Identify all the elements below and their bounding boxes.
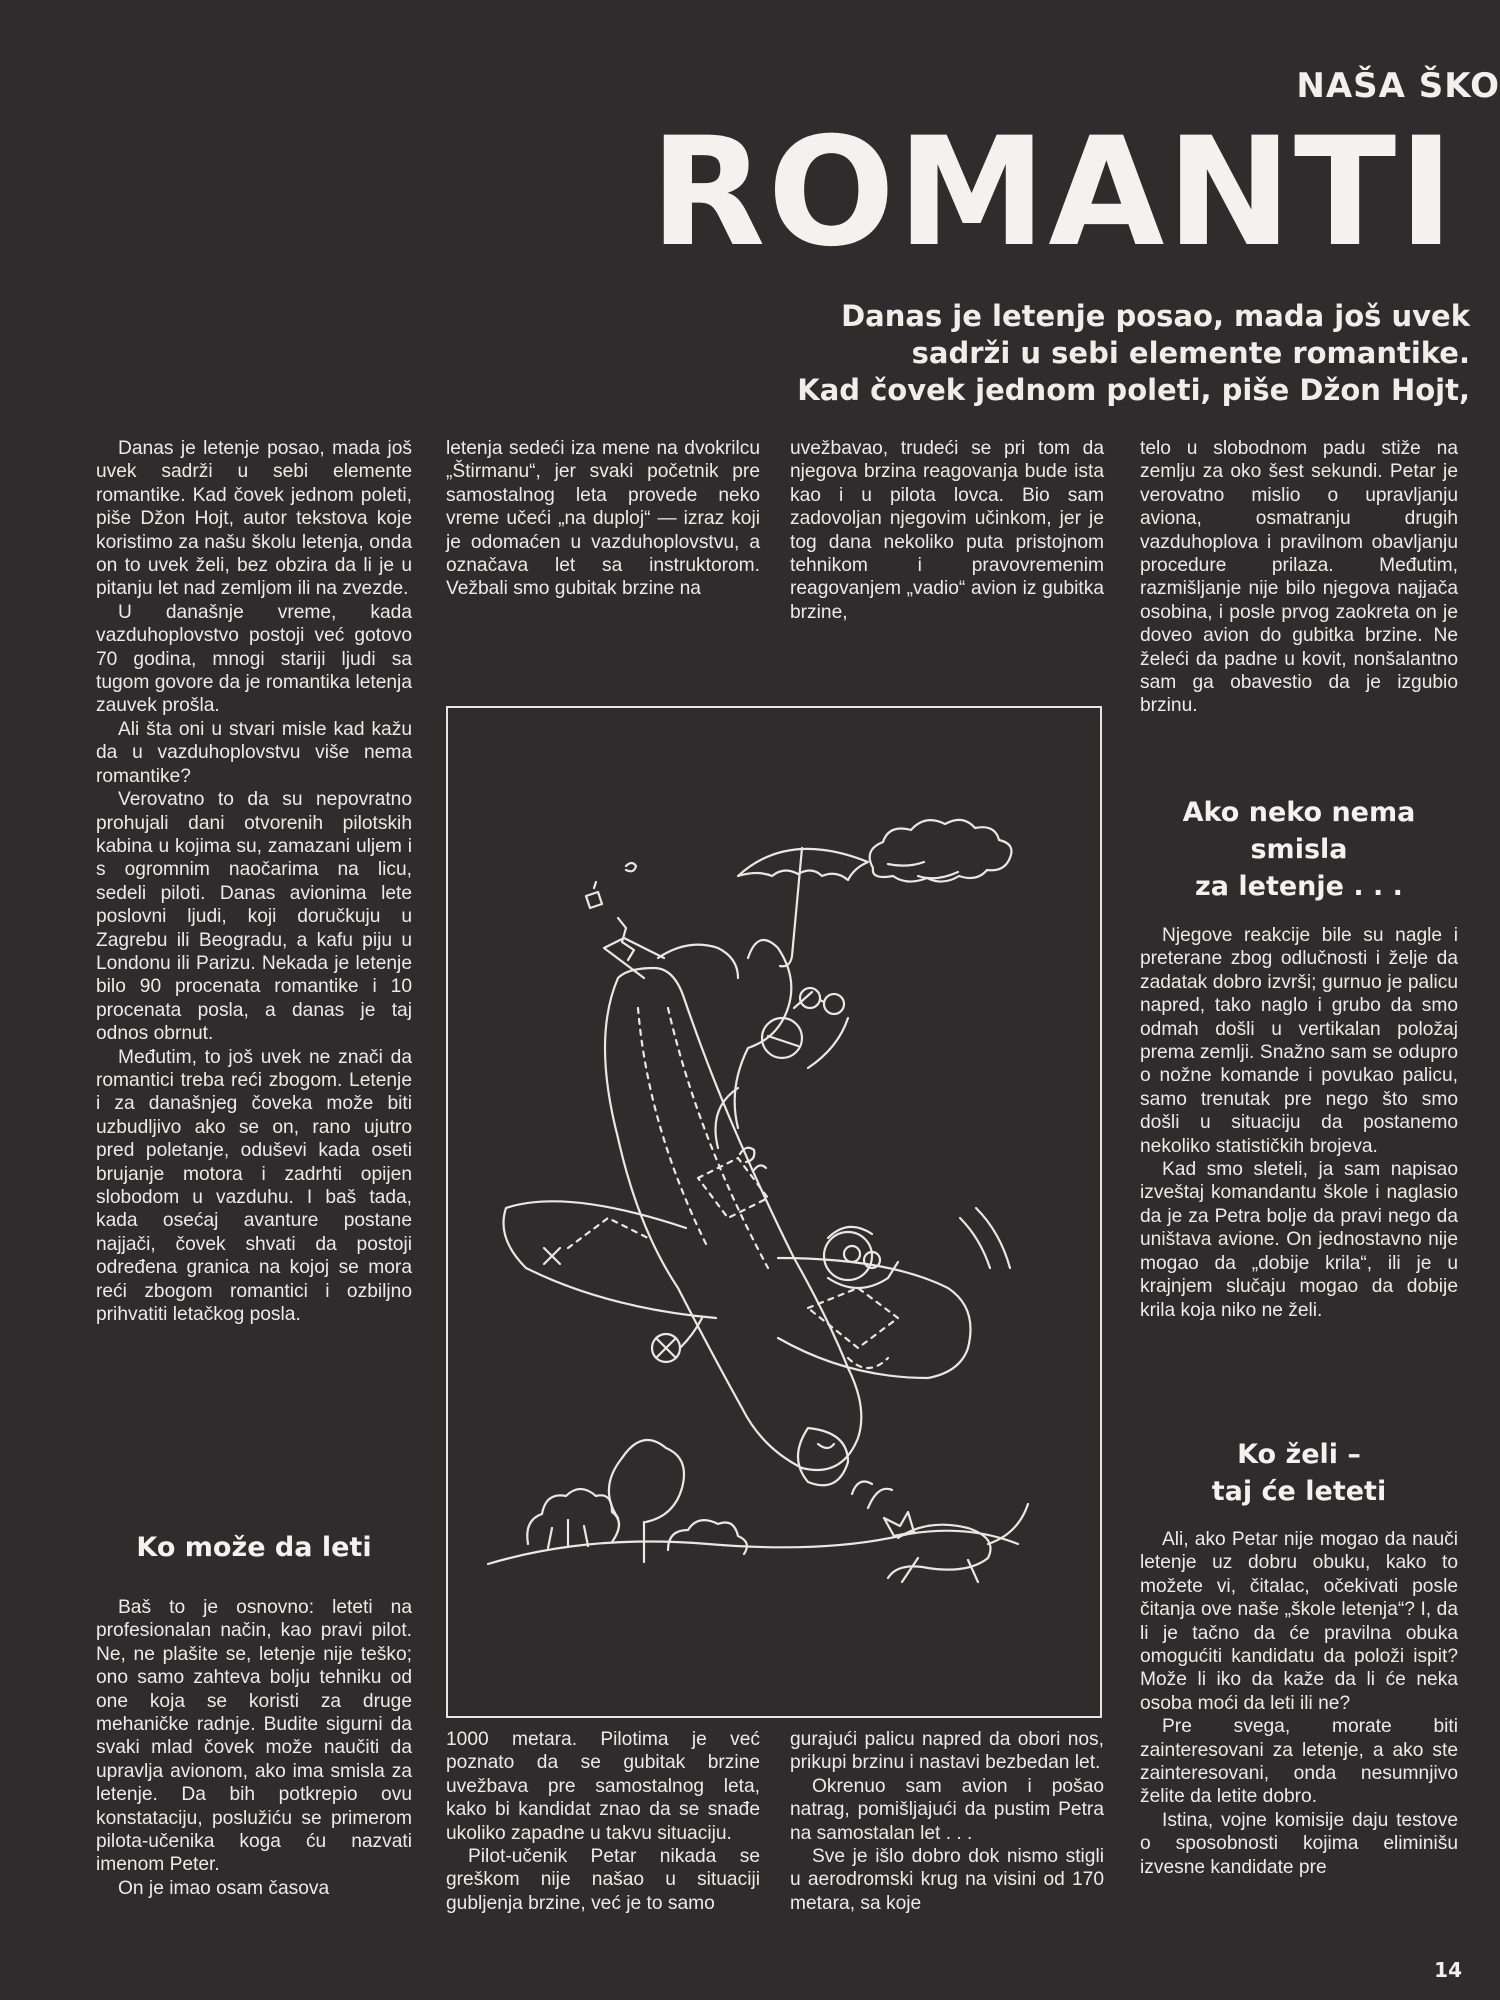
deck-line: sadrži u sebi elemente romantike. <box>911 336 1470 370</box>
subheading-line: taj će leteti <box>1211 1476 1387 1507</box>
paragraph: Baš to je osnovno: leteti na profesionalan način, kao pravi pilot. Ne, ne plašite se, letenje nije teško; ono samo zahteva bolju tehniku od one koja se koristi za druge mehaničke radnje. Budite sigurni da svaki mlad čovek može naučiti da upravlja avionom, ako ima smisla za letenje. Da bih potkrepio ovu konstataciju, poslužiću se primerom pilota-učenika koga ću nazvati imenom Peter. <box>96 1597 412 1876</box>
motion-lines <box>960 1208 1010 1268</box>
article-deck <box>570 298 1470 409</box>
paragraph: gurajući palicu napred da obori nos, prikupi brzinu i nastavi bezbedan let. <box>790 1729 1104 1774</box>
propeller-icon <box>798 1428 848 1485</box>
column-3-bottom <box>790 1728 1104 1915</box>
column-2-top <box>446 437 760 601</box>
article-title: ROMANTI <box>650 106 1457 280</box>
bush-icon <box>668 1520 747 1554</box>
panel-lines <box>568 1008 898 1368</box>
falling-part-icon <box>626 863 636 871</box>
paragraph: On je imao osam časova <box>118 1877 330 1899</box>
page-number: 14 <box>1434 1958 1462 1982</box>
cloud-icon <box>870 820 1012 882</box>
subheading-ko-zeli <box>1140 1436 1458 1510</box>
deck-line: Danas je letenje posao, mada još uvek <box>841 299 1470 333</box>
paragraph: uvežbavao, trudeći se pri tom da njegova brzina reagovanja bude ista kao i u pilota lovca. Bio sam zadovoljan njegovim učinkom, jer je tog dana nekoliko puta pristojnom tehnikom i pravovremenim reagovanjem „vadio“ avion iz gubitka brzine, <box>790 438 1104 623</box>
paragraph: U današnje vreme, kada vazduhoplovstvo postoji već gotovo 70 godina, mnogi stariji ljudi sa tugom govore da je romantika letenja zauvek prošla. <box>96 601 412 717</box>
column-4-middle <box>1140 924 1458 1322</box>
pilot-figure <box>824 1227 898 1288</box>
bush-icon <box>527 1489 619 1544</box>
column-4-top <box>1140 437 1458 718</box>
glasses-icon <box>800 988 844 1014</box>
subheading-line: Ako neko nema <box>1182 797 1416 828</box>
subheading-line: Ko želi – <box>1237 1439 1361 1470</box>
subheading-line: za letenje . . . <box>1195 871 1403 902</box>
falling-part-icon <box>586 882 602 908</box>
airplane-wing <box>778 1258 971 1378</box>
paragraph: Sve je išlo dobro dok nismo stigli u aerodromski krug na visini od 170 metara, sa koje <box>790 1846 1104 1914</box>
paragraph: letenja sedeći iza mene na dvokrilcu „Štirmanu“, jer svaki početnik pre samostalnog leta provede neko vreme učeći „na duploj“ — izraz koji je odomaćen u vazduhoplovstvu, a označava let sa instruktorom. Vežbali smo gubitak brzine na <box>446 438 760 600</box>
subheading-ko-moze: Ko može da leti <box>136 1532 372 1563</box>
paragraph: Istina, vojne komisije daju testove o sposobnosti kojima eliminišu izvesne kandidate pre <box>1140 1809 1458 1878</box>
umbrella-handle <box>780 848 802 966</box>
cross-marking-icon <box>544 1248 560 1264</box>
paragraph: 1000 metara. Pilotima je već poznato da se gubitak brzine uvežbava pre samostalnog leta, kako bi kandidat znao da se snađe ukoliko zapadne u takvu situaciju. <box>446 1729 760 1844</box>
paragraph: Njegove reakcije bile su nagle i preterane zbog odlučnosti i želje da zadatak dobro izvrši; gurnuo je palicu napred, tako naglo i grubo da smo odmah došli u vertikalan položaj prema zemlji. Snažno sam se odupro o nožne komande i povukao palicu, samo trenutak pre nego što smo došli u situaciju da postanemo nekoliko statističkih brojeva. <box>1140 925 1458 1157</box>
paragraph: Pre svega, morate biti zainteresovani za letenje, a ako ste zainteresovani, onda nesumnjivo želite da letite dobro. <box>1140 1716 1458 1808</box>
motion-lines <box>852 1482 892 1508</box>
subheading-line: smisla <box>1250 834 1348 865</box>
subheading-ako-neko <box>1140 794 1458 905</box>
bush-detail <box>548 1520 588 1548</box>
column-1-top <box>96 437 412 1326</box>
deck-line: Kad čovek jednom poleti, piše Džon Hojt, <box>797 373 1470 407</box>
paragraph: Danas je letenje posao, mada još uvek sadrži u sebi elemente romantike. Kad čovek jednom poleti, piše Džon Hojt, autor tekstova koje koristimo za našu školu letenja, onda on to uvek želi, bez obzira da li je u pitanju let nad zemljom ili na zvezde. <box>96 438 412 600</box>
column-3-top <box>790 437 1104 624</box>
column-4-bottom <box>1140 1528 1458 1879</box>
student-figure <box>716 940 849 1148</box>
cat-figure <box>884 1504 1028 1582</box>
illustration-frame <box>446 706 1102 1718</box>
column-1-bottom <box>96 1596 412 1900</box>
paragraph: Pilot-učenik Petar nikada se greškom nije našao u situaciji gubljenja brzine, već je to samo <box>446 1846 760 1914</box>
paragraph: Okrenuo sam avion i pošao natrag, pomišljajući da pustim Petra na samostalan let . . . <box>790 1775 1104 1844</box>
cartoon-illustration <box>448 708 1100 1716</box>
paragraph: telo u slobodnom padu stiže na zemlju za oko šest sekundi. Petar je verovatno mislio o upravljanju aviona, osmatranju drugih vazduhoplova i pravilnom obavljanju procedure prilaza. Međutim, razmišljanje nije bilo njegova najjača osobina, i posle prvog zaokreta on je doveo avion do gubitka brzine. Ne želeći da padne u kovit, nonšalantno sam ga obavestio da je izgubio brzinu. <box>1140 438 1458 717</box>
tree-icon <box>609 1440 684 1562</box>
airplane-fuselage <box>605 968 861 1470</box>
section-kicker: NAŠA ŠKO <box>1296 66 1500 106</box>
paragraph: Ali, ako Petar nije mogao da nauči letenje uz dobru obuku, kako to možete vi, čitalac, očekivati posle čitanja ove naše „škole letenja“? I, da li je tačno da će pravilna obuka omogućiti kandidatu da položi ispit? Može li iko da kaže da li će neka osoba moći da leti ili ne? <box>1140 1529 1458 1714</box>
paragraph: Ali šta oni u stvari misle kad kažu da u vazduhoplovstvu više nema romantike? <box>96 718 412 787</box>
umbrella-icon <box>738 849 868 880</box>
cloud-detail <box>888 862 958 878</box>
paragraph: Verovatno to da su nepovratno prohujali dani otvorenih pilotskih kabina u kojima su, zamazani uljem i s ogromnim naočarima na licu, sedeli piloti. Danas avionima lete poslovni ljudi, koji doručkuju u Zagrebu ili Beogradu, a kafu piju u Londonu ili Parizu. Nekada je letenje bilo 90 procenata romantike i 10 procenata posla, a danas je taj odnos obrnut. <box>96 789 412 1045</box>
wheel-icon <box>652 1318 702 1362</box>
paragraph: Kad smo sleteli, ja sam napisao izveštaj komandantu škole i naglasio da je za Petra bolje da pravi nego da uništava avione. On jednostavno nije mogao da „dobije krila“, ili je u krajnjem slučaju mogao da dobije krila koja niko ne želi. <box>1140 1159 1458 1321</box>
paragraph: Međutim, to još uvek ne znači da romantici treba reći zbogom. Letenje i za današnjeg čoveka može biti uzbudljivo ako se on, rano ujutro pred poletanje, oduševi kada oseti brujanje motora i zadrhti opijen slobodom u vazduhu. I baš tada, kada osećaj avanture postane najjači, čovek shvati da postoji određena granica na kojoj se mora reći zbogom romantici i ozbiljno prihvatiti letačkog posla. <box>96 1046 412 1326</box>
column-2-bottom <box>446 1728 760 1915</box>
